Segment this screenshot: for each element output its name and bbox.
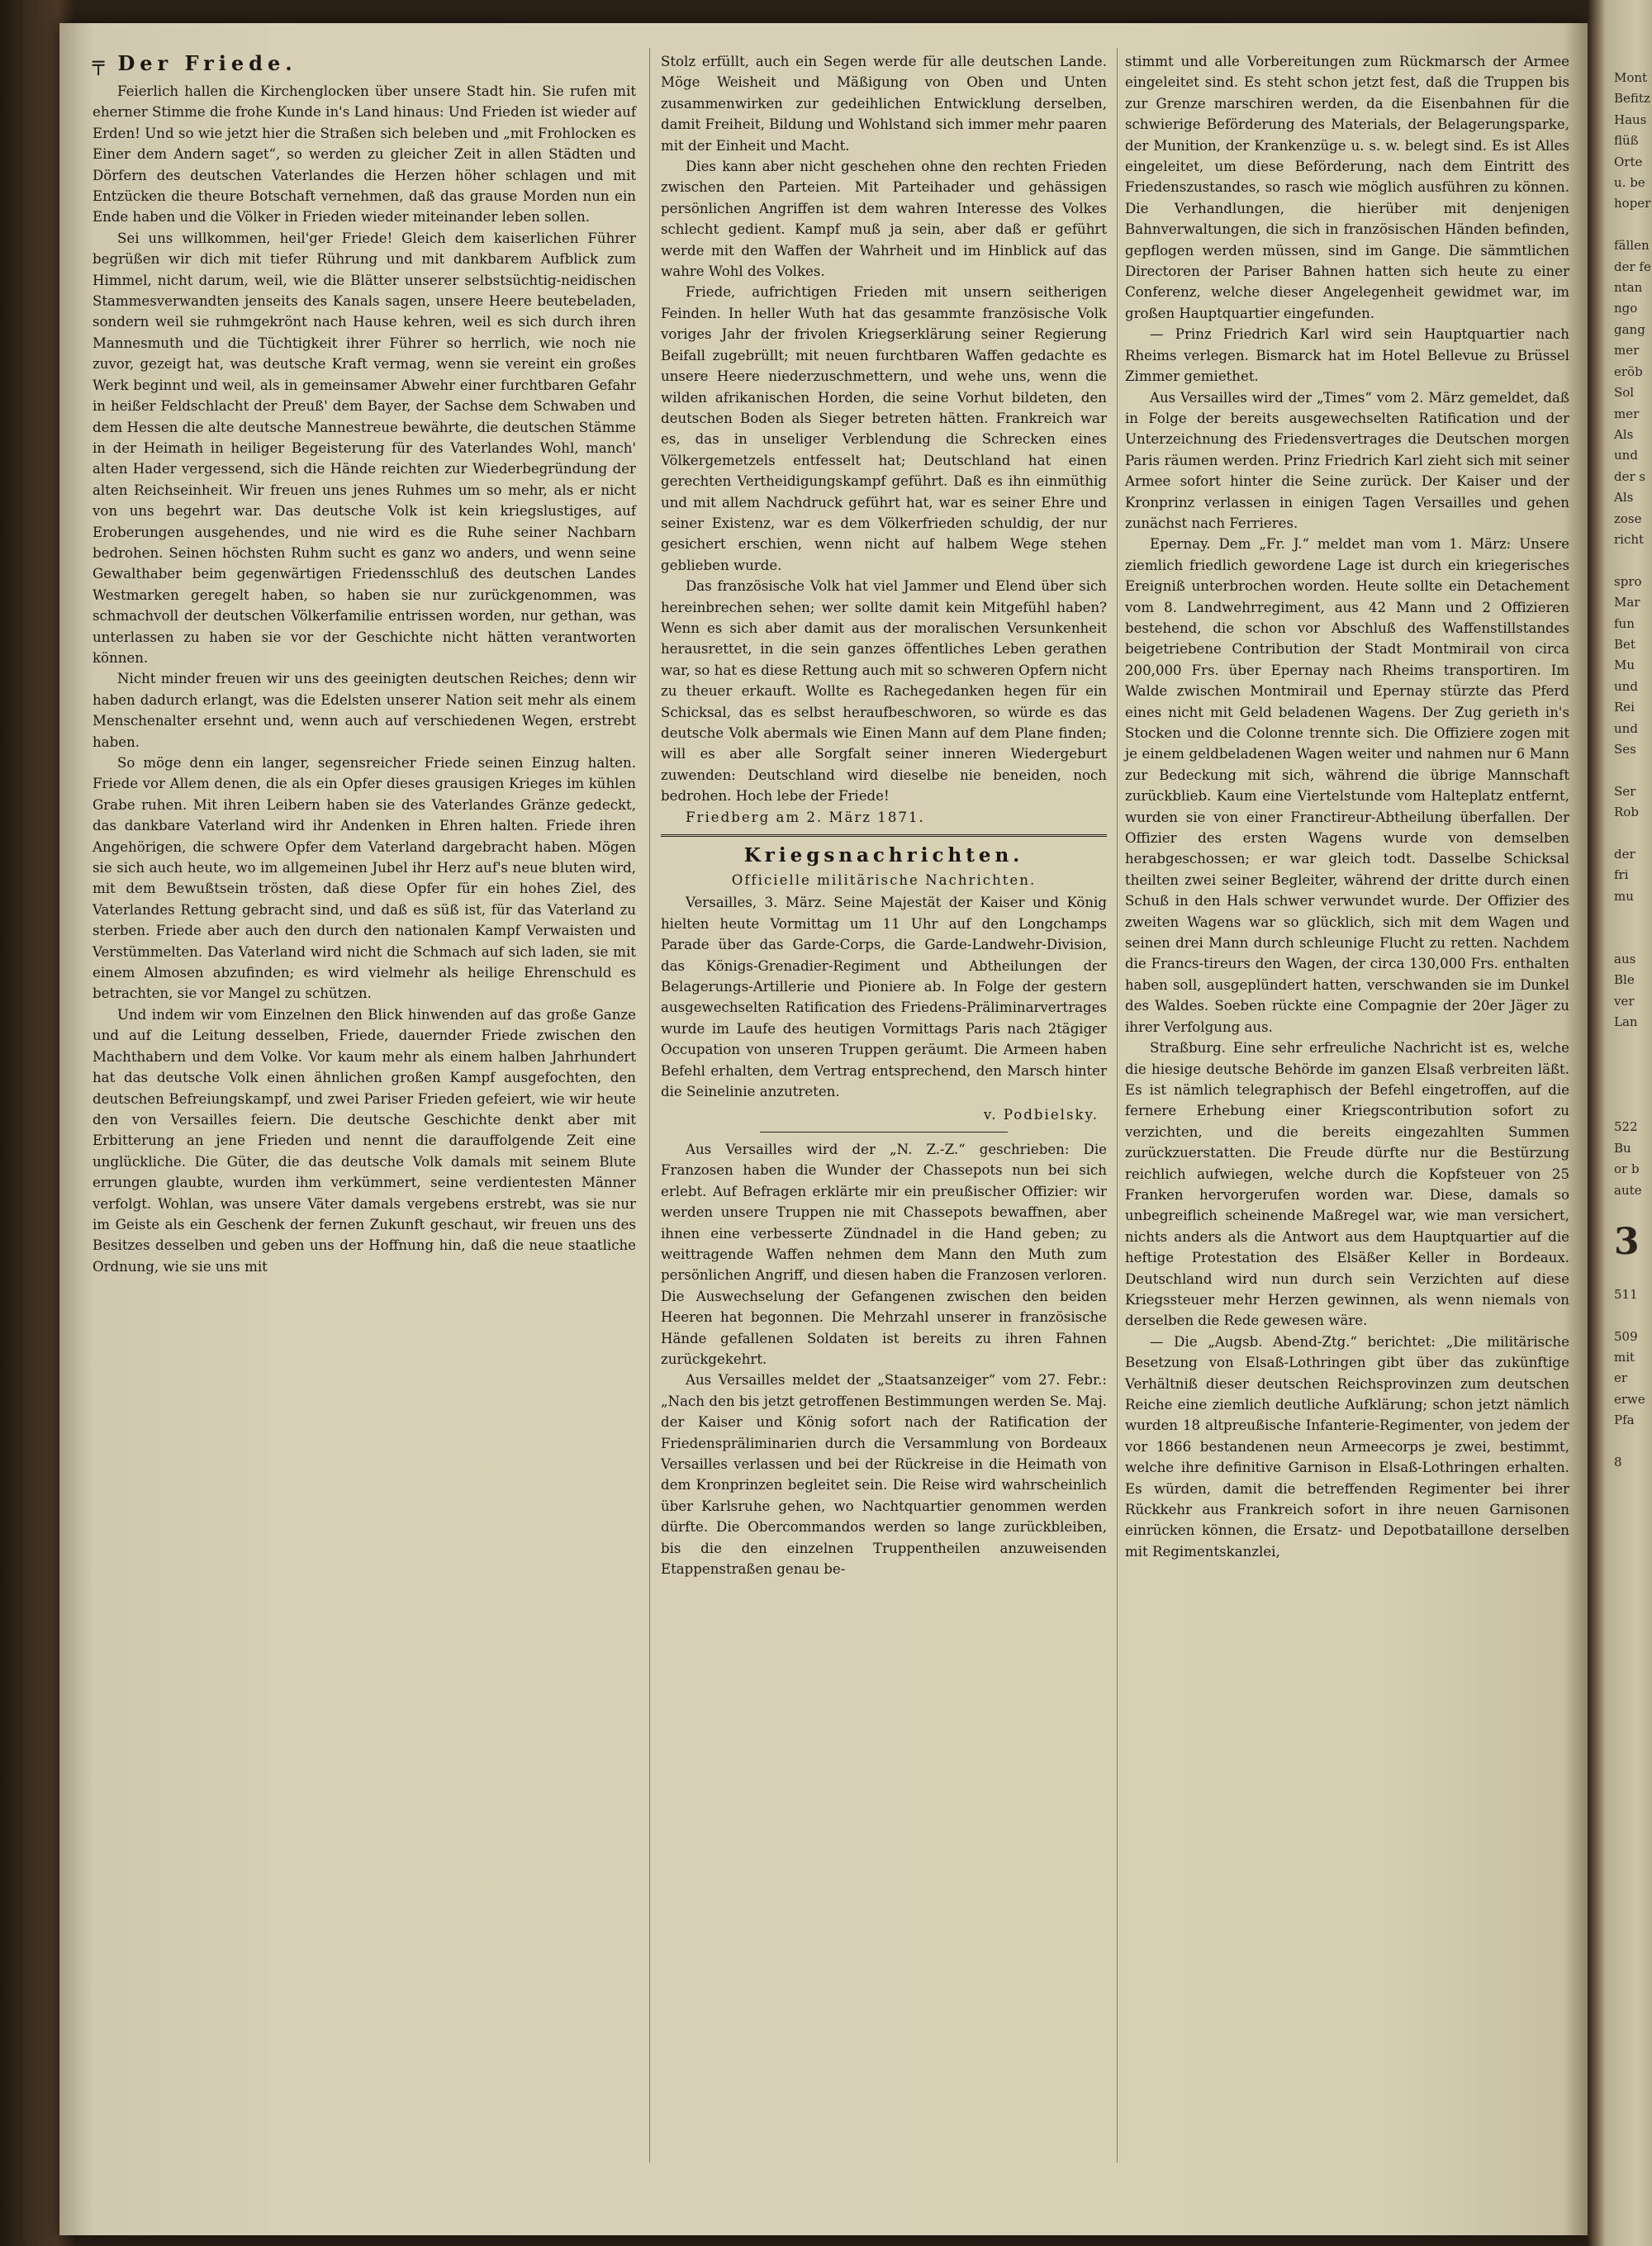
news-paragraph: Aus Versailles wird der „N. Z.-Z.“ geschrieben: Die Franzosen haben die Wunder der Chassepots nun bei sich erlebt. Auf Befragen erklärte mir ein preußischer Offizier: wir werden unsere Truppen nie mit Chassepots bewaffnen, aber ihnen eine verbesserte Zündnadel in die Hand geben; zu weittragende Waffen nehmen dem Mann den Muth zum persönlichen Angriff, und diesen haben die Franzosen verloren. Die Auswechselung der Gefangenen zwischen den beiden Heeren hat begonnen. Die Mehrzahl unserer in französische Hände gefallenen Soldaten ist bereits zu ihren Fahnen zurückgekehrt. <box>661 1141 1107 1367</box>
adjacent-page-fragment <box>1614 550 1652 571</box>
news-paragraph: Versailles, 3. März. Seine Majestät der Kaiser und König hielten heute Vormittag um 11 Uhr auf den Longchamps Parade über das Garde-Corps, die Garde-Landwehr-Division, das Königs-Grenadier-Regiment und Abtheilungen der Belagerungs-Artillerie und Pioniere ab. In Folge der gestern ausgewechselten Ratification des Friedens-Präliminarvertrages wurde im Laufe des heutigen Vormittags Paris nach 2tägiger Occupation von unseren Truppen geräumt. Die Armeen haben Befehl erhalten, dem Vertrag entsprechend, den Marsch hinter die Seinelinie anzutreten. <box>661 895 1107 1100</box>
adjacent-page-fragment: zose <box>1614 510 1642 526</box>
adjacent-page-fragment <box>1614 1033 1652 1054</box>
adjacent-page-fragment: der s <box>1614 468 1646 484</box>
adjacent-page-fragment: ngo <box>1614 301 1638 316</box>
adjacent-page-fragment: spro <box>1614 573 1642 589</box>
column-divider <box>1117 48 1118 2163</box>
adjacent-page-fragment <box>1614 1432 1652 1452</box>
adjacent-page-fragment: und <box>1614 678 1638 694</box>
article-paragraph: Dies kann aber nicht geschehen ohne den rechten Frieden zwischen den Parteien. Mit Parteihader und gehässigen persönlichen Angriffen ist dem wahren Interesse des Volkes schlecht gedient. Kampf muß ja sein, aber daß er geführt werde mit den Waffen der Wahrheit und im Hinblick auf das wahre Wohl des Volkes. <box>661 159 1107 280</box>
adjacent-page-fragment <box>1614 1263 1652 1284</box>
article-heading <box>93 51 636 76</box>
adjacent-page-fragment: 3 <box>1614 1222 1640 1264</box>
adjacent-page-fragment: ntan <box>1614 280 1643 296</box>
adjacent-page-text <box>1614 68 1652 1473</box>
news-signature: v. Podbielsky. <box>983 1106 1099 1123</box>
article-paragraph: Und indem wir vom Einzelnen den Blick hinwenden auf das große Ganze und auf die Leitung desselben, Friede, dauernder Friede zwischen den Machthabern und dem Volke. Vor kaum mehr als einem halben Jahrhundert hat das deutsche Volk einen ähnlichen großen Kampf ausgefochten, den deutschen Befreiungskampf, und zwei Pariser Frieden gefeiert, wie wir heute den von Versailles feiern. Die deutsche Geschichte denkt aber mit Erbitterung an jene Frieden und nennt die darauffolgende Zeit eine unglückliche. Die Güter, die das deutsche Volk damals mit seinem Blute errungen glaubte, wurden ihm verkümmert, seine verdientesten Männer verfolgt. Wohlan, was unsere Väter damals vergebens erstrebt, was sie nur im Geiste als ein Geschenk der fernen Zukunft geschaut, wir freuen uns des Besitzes desselben und geben uns der Hoffnung hin, daß die neue staatliche Ordnung, wie sie uns mit <box>93 1006 636 1275</box>
adjacent-page-fragment: Haus <box>1614 112 1647 127</box>
adjacent-page-fragment <box>1614 1054 1652 1075</box>
article-paragraph: Nicht minder freuen wir uns des geeinigten deutschen Reiches; denn wir haben dadurch erlangt, was die Edelsten unserer Nation seit mehr als einem Menschenalter ersehnt und, wenn auch auf verschiedenen Wegen, erstrebt haben. <box>93 671 636 750</box>
article-dateline: Friedberg am 2. März 1871. <box>686 809 925 825</box>
article-paragraph: Friede, aufrichtigen Frieden mit unsern seitherigen Feinden. In heller Wuth hat das gesammte französische Volk voriges Jahr der frivolen Kriegserklärung seiner Regierung Beifall zugebrüllt; mit neuen furchtbaren Waffen gedachte es unsere Heere niederzuschmettern, und wehe uns, wenn die wilden afrikanischen Horden, die seine Vorhut bildeten, den deutschen Boden als Sieger betreten hätten. Frankreich war es, das in unseliger Verblendung die Schrecken eines Völkergemetzels entfesselt hat; Deutschland hat einen gerechten Vertheidigungskampf geführt. Daß es ihn einmüthig und mit allem Nachdruck geführt hat, war es seiner Ehre und seiner Existenz, war es dem Völkerfrieden schuldig, der nur gesichert erschien, wenn nicht auf halbem Wege stehen geblieben wurde. <box>661 284 1107 573</box>
adjacent-page-fragment: Orte <box>1614 154 1643 169</box>
article-paragraph: So möge denn ein langer, segensreicher Friede seinen Einzug halten. Friede vor Allem denen, die als ein Opfer dieses grausigen Krieges im kühlen Grabe ruhen. Mit ihren Leibern haben sie des Vaterlandes Gränze gedeckt, das dankbare Vaterland wird ihr Andenken in Ehren halten. Friede ihren Angehörigen, die schwere Opfer dem Vaterland dargebracht haben. Mögen sie sich auch heute, wo im allgemeinen Jubel ihr Herz auf's neue bluten wird, mit dem Bewußtsein trösten, daß diese Opfer für ein hohes Ziel, des Vaterlandes Rettung gebracht sind, und daß es süß ist, für das Vaterland zu sterben. Friede aber auch den durch den nationalen Kampf Verwaisten und Verstümmelten. Das Vaterland wird nicht die Schmach auf sich laden, sie mit einem Almosen abzufinden; es wird vielmehr als heilige Ehrenschuld es betrachten, sie vor Mangel zu schützen. <box>93 755 636 1002</box>
news-paragraph: Epernay. Dem „Fr. J.“ meldet man vom 1. März: Unsere ziemlich friedlich gewordene Lage ist durch ein kriegerisches Ereigniß unterbrochen worden. Heute sollte ein Detachement vom 8. Landwehrregiment, aus 42 Mann und 2 Offizieren bestehend, die schon vor Abschluß des Waffenstillstandes beigetriebene Contribution der Stadt Montmirail von circa 200,000 Frs. über Epernay nach Rheims transportiren. Im Walde zwischen Montmirail und Epernay stürzte das Pferd eines nicht mit Geld beladenen Wagens. Der Zug gerieth in's Stocken und die Colonne trennte sich. Die Offiziere zogen mit je einem geldbeladenen Wagen weiter und nahmen nur 6 Mann zur Bedeckung mit sich, während die übrige Mannschaft zurückblieb. Kaum eine Viertelstunde vom Halteplatz entfernt, wurden sie von einer Franctireur-Abtheilung überfallen. Der Offizier des ersten Wagens wurde von demselben herabgeschossen; er war gleich todt. Dasselbe Schicksal theilten zwei seiner Begleiter, während der dritte durch einen Schuß in den Hals schwer verwundet wurde. Der Offizier des zweiten Wagens war so glücklich, sich mit dem Wagen und seinen drei Mann durch schleunige Flucht zu retten. Nachdem die Francs-tireurs den Wagen, der circa 130,000 Frs. enthalten haben soll, ausgeplündert hatten, verschwanden sie im Dunkel des Waldes. Soeben rückte eine Compagnie der 20er Jäger zu ihrer Verfolgung aus. <box>1125 536 1569 1035</box>
adjacent-page-fragment: Lan <box>1614 1014 1638 1030</box>
adjacent-page-fragment <box>1614 1305 1652 1326</box>
adjacent-page-fragment: der fe <box>1614 259 1651 274</box>
adjacent-page-fragment: und <box>1614 448 1638 463</box>
adjacent-page-fragment: mer <box>1614 406 1640 421</box>
adjacent-page-fragment: ver <box>1614 993 1635 1009</box>
adjacent-page-fragment <box>1614 760 1652 781</box>
article-title: Der Friede. <box>117 51 297 75</box>
adjacent-page-fragment: Als <box>1614 490 1634 506</box>
adjacent-page-fragment: Sol <box>1614 385 1635 401</box>
adjacent-page-fragment: erwe <box>1614 1391 1645 1407</box>
adjacent-page-fragment: Als <box>1614 426 1634 442</box>
adjacent-page-fragment: mit <box>1614 1349 1635 1365</box>
adjacent-page-fragment: or b <box>1614 1161 1640 1177</box>
news-paragraph: Straßburg. Eine sehr erfreuliche Nachricht ist es, welche die hiesige deutsche Behörde im ganzen Elsaß verbreiten läßt. Es ist nämlich telegraphisch der Befehl eingetroffen, auf die fernere Erhebung einer Kriegscontribution sofort zu verzichten, und die bereits eingezahlten Summen zurückzuerstatten. Die Freude dürfte nur die Bestürzung reichlich aufwiegen, welche durch die Kopfsteuer von 25 Franken hervorgerufen worden war. Diese, damals so unbegreiflich scheinende Maßregel war, wie man versichert, nichts anders als die Antwort aus dem Hauptquartier auf die heftige Protestation des Elsäßer Keller in Bordeaux. Deutschland wird nun durch sein Verzichten auf diese Kriegssteuer mehr Herzen gewinnen, als wenn niemals von derselben die Rede gewesen wäre. <box>1125 1040 1569 1329</box>
adjacent-page-fragment <box>1614 1096 1652 1117</box>
adjacent-page-fragment: Mar <box>1614 595 1640 610</box>
adjacent-page-fragment: 8 <box>1614 1455 1622 1470</box>
adjacent-page-fragment: aute <box>1614 1182 1642 1198</box>
heading-mark: ╤ <box>93 52 110 75</box>
adjacent-page-fragment: und <box>1614 720 1638 736</box>
adjacent-page-fragment: Mont <box>1614 70 1648 85</box>
adjacent-page-fragment: fri <box>1614 867 1629 883</box>
adjacent-page-fragment: 509 <box>1614 1328 1638 1344</box>
adjacent-page-fragment: Mu <box>1614 658 1635 673</box>
adjacent-page-fragment: 522 <box>1614 1119 1638 1135</box>
adjacent-page-fragment: Bu <box>1614 1140 1631 1156</box>
adjacent-page-fragment: eröb <box>1614 363 1643 379</box>
adjacent-page-fragment: Befitz <box>1614 91 1650 107</box>
article-paragraph: Sei uns willkommen, heil'ger Friede! Gleich dem kaiserlichen Führer begrüßen wir dich mit tiefer Rührung und mit dankbarem Aufblick zum Himmel, nicht darum, weil, wie die Blätter unserer selbstsüchtig-neidischen Stammesverwandten jenseits des Kanals sagen, unsere Heere beutebeladen, sondern weil sie ruhmgekrönt nach Hause kehren, weil es sich durch ihren Mannesmuth und die Tüchtigkeit ihrer Führer so herrlich, wie noch nie zuvor, gezeigt hat, was deutsche Kraft vermag, wenn sie vereint ein großes Werk beginnt und weil, als in gemeinsamer Abwehr einer furchtbaren Gefahr in heißer Feldschlacht der Preuß' dem Bayer, der Sachse dem Schwaben und dem Hessen die alte deutsche Mannestreue bewährte, die deutschen Stämme in der Heimath in heiliger Begeisterung für des Vaterlandes Wohl, manch' alten Hader vergessend, sich die Hände reichten zur Wiederbegründung der alten Reichseinheit. Wir freuen uns jenes Ruhmes um so mehr, als er nicht von uns begehrt war. Das deutsche Volk ist kein kriegslustiges, auf Eroberungen ausgehendes, und nie wird es die Ruhe seiner Nachbarn bedrohen. Seinen höchsten Ruhm sucht es ganz wo anders, und wenn seine Gewalthaber beim gegenwärtigen Friedensschluß des deutschen Landes Westmarken geregelt haben, so haben sie nur zurückgenommen, was schmachvoll der deutschen Völkerfamilie entrissen worden, nur gethan, was unterlassen zu haben sie vor der Geschichte nicht hätten verantworten können. <box>93 230 636 666</box>
column-2 <box>661 51 1107 1579</box>
news-paragraph: — Prinz Friedrich Karl wird sein Hauptquartier nach Rheims verlegen. Bismarck hat im Hotel Bellevue zu Brüssel Zimmer gemiethet. <box>1125 326 1569 385</box>
news-paragraph: stimmt und alle Vorbereitungen zum Rückmarsch der Armee eingeleitet sind. Es steht schon jetzt fest, daß die Truppen bis zur Grenze marschiren werden, da die Eisenbahnen für die schwierige Beförderung des Materials, der Belagerungsparke, der Munition, der Krankenzüge u. s. w. belegt sind. Es ist Alles eingeleitet, um diese Beförderung, nach dem Eintritt des Friedenszustandes, so rasch wie möglich ausführen zu können. Die Verhandlungen, die hierüber mit denjenigen Bahnverwaltungen, die sich in französischen Händen befinden, gepflogen werden müssen, sind im Gange. Die sämmtlichen Directoren der Pariser Bahnen hatten sich heute zu einer Conferenz, welche dieser Angelegenheit gewidmet war, im großen Hauptquartier eingefunden. <box>1125 54 1569 321</box>
adjacent-page-fragment: fällen <box>1614 238 1650 254</box>
adjacent-page-fragment: Rob <box>1614 805 1639 820</box>
adjacent-page-fragment <box>1614 215 1652 235</box>
adjacent-page-fragment: hoper <box>1614 196 1651 211</box>
adjacent-page-fragment: er <box>1614 1370 1628 1386</box>
article-paragraph: Stolz erfüllt, auch ein Segen werde für alle deutschen Lande. Möge Weisheit und Mäßigung von Oben und Unten zusammenwirken zur gedeihlichen Entwicklung derselben, damit Freiheit, Bildung und Wohlstand sich immer mehr paaren mit der Einheit und Macht. <box>661 54 1107 154</box>
section-title: Kriegsnachrichten. <box>743 844 1024 867</box>
adjacent-page-fragment: mer <box>1614 343 1640 359</box>
adjacent-page-fragment <box>1614 1076 1652 1096</box>
adjacent-page-fragment: der <box>1614 847 1635 862</box>
article-paragraph: Das französische Volk hat viel Jammer und Elend über sich hereinbrechen sehen; wer sollte damit kein Mitgefühl haben? Wenn es sich aber damit aus der moralischen Versunkenheit herausrettet, in die sein ganzes öffentliches Leben gerathen war, so hat es diese Rettung auch mit so schweren Opfern nicht zu theuer erkauft. Wollte es Rachegedanken hegen für ein Schicksal, das es selbst heraufbeschworen, so würde es das deutsche Volk abermals wie Einen Mann auf dem Plane finden; will es aber alle Sorgfalt seiner inneren Wiedergeburt zuwenden: Deutschland wird dieselbe nie beneiden, noch bedrohen. Hoch lebe der Friede! <box>661 578 1107 805</box>
adjacent-page-fragment: flüß <box>1614 133 1639 149</box>
adjacent-page-fragment: richt <box>1614 531 1645 547</box>
adjacent-page-fragment <box>1614 928 1652 949</box>
section-subtitle: Officielle militärische Nachrichten. <box>731 872 1037 889</box>
adjacent-page-fragment: mu <box>1614 888 1634 904</box>
adjacent-page-fragment: Ble <box>1614 972 1635 988</box>
adjacent-page-fragment: 511 <box>1614 1286 1638 1302</box>
news-paragraph: Aus Versailles meldet der „Staatsanzeiger“ vom 27. Febr.: „Nach den bis jetzt getroffenen Bestimmungen werden Se. Maj. der Kaiser und König sofort nach der Ratification der Friedenspräliminarien durch die Versammlung von Bordeaux Versailles verlassen und bei der Rückreise in die Heimath von dem Kronprinzen begleitet sein. Die Reise wird wahrscheinlich über Karlsruhe gehen, wo Nachtquartier genommen werden dürfte. Die Obercommandos werden so lange zurückbleiben, bis die den einzelnen Truppentheilen anzuweisenden Etappenstraßen genau be- <box>661 1372 1107 1578</box>
section-rule <box>661 834 1107 837</box>
adjacent-page-fragment: Pfa <box>1614 1413 1635 1428</box>
adjacent-page-fragment <box>1614 824 1652 844</box>
column-1 <box>93 51 636 1277</box>
adjacent-page-fragment <box>1614 907 1652 928</box>
adjacent-page-fragment: Rei <box>1614 700 1635 715</box>
adjacent-page-fragment: gang <box>1614 321 1645 337</box>
news-paragraph: — Die „Augsb. Abend-Ztg.“ berichtet: „Die militärische Besetzung von Elsaß-Lothringen gibt über das zukünftige Verhältniß dieser deutschen Reichsprovinzen zum deutschen Reiche eine ziemlich deutliche Aufklärung; schon jetzt nämlich wurden 18 altpreußische Infanterie-Regimenter, von jedem der vor 1866 bestandenen neun Armeecorps je zwei, bestimmt, welche ihre definitive Garnison in Elsaß-Lothringen erhalten. Es würden, damit die betreffenden Regimenter bei ihrer Rückkehr aus Frankreich sofort in ihre neuen Garnisonen einrücken können, die Ersatz- und Depotbataillone derselben mit Regimentskanzlei, <box>1125 1333 1569 1560</box>
adjacent-page-fragment: u. be <box>1614 175 1645 191</box>
column-divider <box>649 48 650 2163</box>
adjacent-page-fragment: aus <box>1614 952 1636 967</box>
adjacent-page-fragment <box>1614 1201 1652 1222</box>
adjacent-page-fragment: Bet <box>1614 636 1635 652</box>
news-paragraph: Aus Versailles wird der „Times“ vom 2. März gemeldet, daß in Folge der bereits ausgewechselten Ratification und der Unterzeichnung des Friedensvertrages die Deutschen morgen Paris räumen werden. Prinz Friedrich Karl zieht sich mit seiner Armee sofort hinter die Seine zurück. Der Kaiser und der Kronprinz verlassen in einigen Tagen Versailles und gehen zunächst nach Ferrieres. <box>1125 389 1569 531</box>
adjacent-page-fragment: fun <box>1614 615 1635 631</box>
adjacent-page-fragment: Ses <box>1614 742 1636 757</box>
adjacent-page-fragment: Ser <box>1614 783 1636 799</box>
article-paragraph: Feierlich hallen die Kirchenglocken über unsere Stadt hin. Sie rufen mit eherner Stimme die frohe Kunde in's Land hinaus: Und Frieden ist wieder auf Erden! Und so wie jetzt hier die Straßen sich beleben und „mit Frohlocken es Einer dem Andern saget“, so werden zu gleicher Zeit in allen Städten und Dörfern des deutschen Vaterlandes die Herzen höher schlagen und mit Entzücken die theure Botschaft vernehmen, daß das grause Morden nun ein Ende haben und die Völker in Frieden wieder miteinander leben sollen. <box>93 83 636 226</box>
adjacent-page-edge <box>1588 0 1652 2246</box>
column-3 <box>1125 51 1569 1562</box>
